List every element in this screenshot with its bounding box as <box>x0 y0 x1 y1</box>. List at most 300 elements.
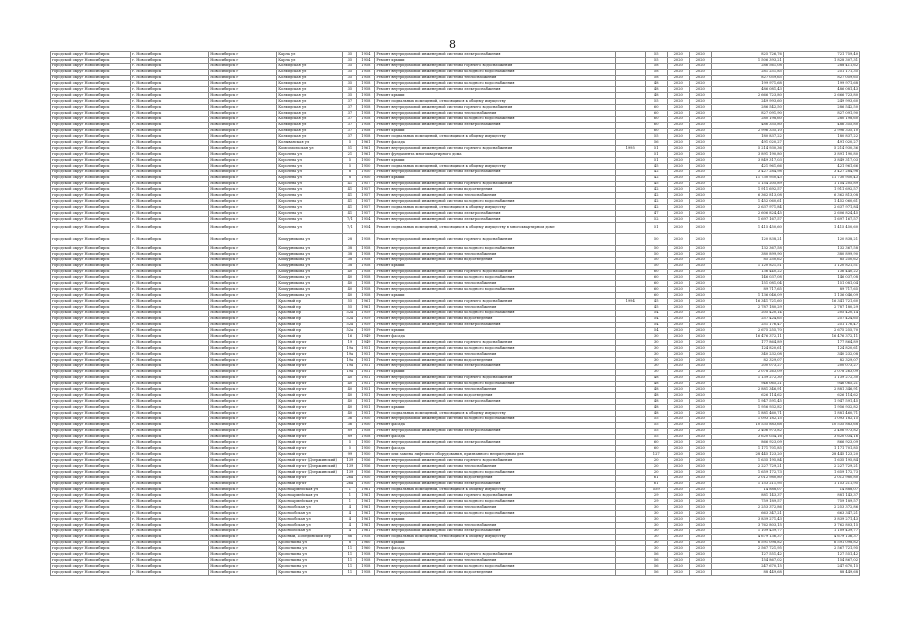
table-cell-street-type: Новосибирск г <box>209 511 277 517</box>
table-cell-end-year: 2020 <box>689 363 711 369</box>
table-cell-start-year: 2020 <box>667 552 689 558</box>
table-cell-metric: 30 <box>645 540 667 546</box>
table-cell-metric: 55 <box>645 422 667 428</box>
table-cell-city: г. Новосибирск <box>131 381 209 387</box>
table-cell-street-type: Новосибирск г <box>209 316 277 322</box>
table-cell-work-type: Ремонт фасада <box>375 334 615 340</box>
table-cell-start-year: 2020 <box>667 293 689 299</box>
table-cell-city: г. Новосибирск <box>131 322 209 328</box>
table-cell-house: 19а <box>343 363 357 369</box>
table-cell-start-year: 2020 <box>667 487 689 493</box>
table-cell-cost: 127 551,42 <box>711 552 783 558</box>
table-cell-district: городской округ Новосибирск <box>51 246 131 252</box>
table-cell-street-type: Новосибирск г <box>209 93 277 99</box>
table-cell-metric: 48 <box>645 93 667 99</box>
table-cell-end-year: 2020 <box>689 534 711 540</box>
table-cell-house: 52а <box>343 322 357 328</box>
table-cell-end-year: 2020 <box>689 493 711 499</box>
table-cell-work-type: Ремонт внутридомовой инженерной системы теплоснабжения <box>375 558 615 564</box>
table-cell-city: г. Новосибирск <box>131 399 209 405</box>
table-cell-street-type: Новосибирск г <box>209 152 277 158</box>
table-cell-street-type: Новосибирск г <box>209 199 277 205</box>
table-cell-year: 1961 <box>357 522 375 528</box>
table-cell-metric: 30 <box>645 346 667 352</box>
table-cell-street: Красный пр-кт <box>277 428 343 434</box>
table-cell-cost-total: 866 923,09 <box>783 440 859 446</box>
table-cell-year: 1957 <box>357 187 375 193</box>
table-cell-district: городской округ Новосибирск <box>51 340 131 346</box>
table-cell-start-year: 2020 <box>667 375 689 381</box>
table-cell-cost: 5 214 930,36 <box>711 146 783 152</box>
table-cell-district: городской округ Новосибирск <box>51 410 131 416</box>
table-cell-start-year: 2020 <box>667 251 689 257</box>
table-cell-street-type: Новосибирск г <box>209 552 277 558</box>
table-cell-metric: 54 <box>645 316 667 322</box>
table-cell-cost: 1 947 591,45 <box>711 399 783 405</box>
table-cell-cost-total: 6 591 098,82 <box>783 540 859 546</box>
table-cell-cost: 827 091,90 <box>711 110 783 116</box>
table-cell-end-year: 2020 <box>689 263 711 269</box>
table-cell-house: 19а <box>343 357 357 363</box>
table-cell-work-type: Ремонт подвальных помещений, относящихся к общему имуществу <box>375 487 615 493</box>
table-cell-city: г. Новосибирск <box>131 122 209 128</box>
table-cell-house: 52а <box>343 328 357 334</box>
table-cell-cost: 340 232,08 <box>711 352 783 358</box>
table-cell-cost: 180 837,22 <box>711 134 783 140</box>
table-cell-street-type: Новосибирск г <box>209 287 277 293</box>
table-cell-city: г. Новосибирск <box>131 146 209 152</box>
table-cell-end-year: 2020 <box>689 452 711 458</box>
table-cell-end-year: 2020 <box>689 522 711 528</box>
table-cell-street: Кропоткина ул <box>277 558 343 564</box>
table-cell-street-type: Новосибирск г <box>209 140 277 146</box>
table-cell-cost: 1 153 211,95 <box>711 481 783 487</box>
table-cell-house: 139 <box>343 458 357 464</box>
table-cell-cost-total: 1 093 182,15 <box>783 416 859 422</box>
table-cell-city: г. Новосибирск <box>131 469 209 475</box>
table-cell-district: городской округ Новосибирск <box>51 146 131 152</box>
table-cell-street: Королева ул <box>277 169 343 175</box>
table-cell-cost-total: 1 697 167,57 <box>783 216 859 222</box>
table-cell-year: 1961 <box>357 146 375 152</box>
table-cell-street: Красный пр-кт <box>277 393 343 399</box>
table-cell-cost: 88 449,68 <box>711 570 783 576</box>
table-cell-cost-total: 421 961,66 <box>783 163 859 169</box>
table-cell-metric: 42 <box>645 193 667 199</box>
table-cell-work-type: Ремонт внутридомовой инженерной системы электроснабжения <box>375 528 615 534</box>
table-cell-start-year: 2020 <box>667 369 689 375</box>
table-cell-house: 4 <box>343 516 357 522</box>
table-cell-street: Красный пр <box>277 304 343 310</box>
table-cell-end-year: 2020 <box>689 81 711 87</box>
table-cell-work-type: Ремонт крыши <box>375 293 615 299</box>
table-cell-metric: 51 <box>645 146 667 152</box>
table-cell-year: 1951 <box>357 346 375 352</box>
table-cell-cost: 6 362 813,08 <box>711 193 783 199</box>
table-cell-district: городской округ Новосибирск <box>51 175 131 181</box>
table-cell-metric: 51 <box>645 152 667 158</box>
table-cell-end-year: 2020 <box>689 469 711 475</box>
table-cell-street-type: Новосибирск г <box>209 52 277 58</box>
table-cell-end-year: 2020 <box>689 381 711 387</box>
table-cell-city: г. Новосибирск <box>131 316 209 322</box>
table-cell-city: г. Новосибирск <box>131 534 209 540</box>
table-cell-cost-total: 1 139 272,30 <box>783 375 859 381</box>
table-cell-start-year: 2020 <box>667 340 689 346</box>
table-cell-house: 19а <box>343 369 357 375</box>
table-cell-city: г. Новосибирск <box>131 416 209 422</box>
table-cell-city: г. Новосибирск <box>131 363 209 369</box>
table-cell-end-year: 2020 <box>689 564 711 570</box>
table-cell-end-year: 2020 <box>689 410 711 416</box>
table-cell-cost-total: 946 065,21 <box>783 381 859 387</box>
table-cell-metric: 30 <box>645 534 667 540</box>
table-cell-house: 19 <box>343 340 357 346</box>
table-cell-end-year: 2020 <box>689 328 711 334</box>
table-cell-city: г. Новосибирск <box>131 334 209 340</box>
table-cell-end-year: 2020 <box>689 375 711 381</box>
table-cell-metric: 42 <box>645 199 667 205</box>
table-cell-end-year: 2020 <box>689 369 711 375</box>
table-cell-district: городской округ Новосибирск <box>51 552 131 558</box>
table-cell-house: 89 <box>343 428 357 434</box>
table-cell-house: 86 <box>343 534 357 540</box>
table-cell-metric: 30 <box>645 528 667 534</box>
table-cell-house: 37 <box>343 122 357 128</box>
table-cell-cost: 257 424,65 <box>711 316 783 322</box>
table-cell-district: городской округ Новосибирск <box>51 122 131 128</box>
table-cell-house: 4 <box>343 511 357 517</box>
table-cell-cost-total: 151 081,04 <box>783 281 859 287</box>
table-cell-street-type: Новосибирск г <box>209 463 277 469</box>
table-cell-street: Краснообская ул <box>277 516 343 522</box>
table-cell-metric: 30 <box>645 546 667 552</box>
table-cell-street-type: Новосибирск г <box>209 570 277 576</box>
table-cell-cost: 626 114,62 <box>711 393 783 399</box>
table-cell-house: 40 <box>343 387 357 393</box>
table-cell-street: Красный пр-кт <box>277 346 343 352</box>
table-cell-end-year: 2020 <box>689 446 711 452</box>
table-cell-street: Кошурникова ул <box>277 269 343 275</box>
table-cell-metric: 60 <box>645 281 667 287</box>
table-cell-start-year: 2020 <box>667 287 689 293</box>
table-cell-house: 11 <box>343 552 357 558</box>
table-cell-work-type: Ремонт крыши <box>375 328 615 334</box>
table-cell-district: городской округ Новосибирск <box>51 99 131 105</box>
table-cell-work-type: Ремонт подвальных помещений, относящихся к общему имуществу <box>375 205 615 211</box>
table-cell-work-type: Ремонт внутридомовой инженерной системы горячего водоснабжения <box>375 63 615 69</box>
table-cell-start-year: 2020 <box>667 140 689 146</box>
table-cell-year: 1954 <box>357 52 375 58</box>
table-cell-end-year: 2020 <box>689 152 711 158</box>
table-cell-cost: 120 838,21 <box>711 234 783 246</box>
table-cell-year: 1959 <box>357 322 375 328</box>
table-cell-cost-total: 2 012 980,80 <box>783 475 859 481</box>
table-cell-district: городской округ Новосибирск <box>51 216 131 222</box>
table-cell-metric: 30 <box>645 516 667 522</box>
table-cell-district: городской округ Новосибирск <box>51 322 131 328</box>
table-cell-metric: 48 <box>645 87 667 93</box>
table-cell-cost-total: 340 232,08 <box>783 352 859 358</box>
table-cell-street-type: Новосибирск г <box>209 452 277 458</box>
table-cell-street: Красный пр-кт (Дзержинский) <box>277 458 343 464</box>
table-cell-start-year: 2020 <box>667 211 689 217</box>
table-cell-end-year: 2020 <box>689 316 711 322</box>
table-cell-cost: 2 606 824,45 <box>711 211 783 217</box>
table-cell-end-year: 2020 <box>689 257 711 263</box>
table-cell-end-year: 2020 <box>689 322 711 328</box>
table-cell-cost-total: 1 120 821,51 <box>783 263 859 269</box>
table-cell-street: Кошурникова ул <box>277 251 343 257</box>
table-cell-start-year: 2020 <box>667 281 689 287</box>
table-cell-street-type: Новосибирск г <box>209 428 277 434</box>
table-cell-work-type: Ремонт внутридомовой инженерной системы электроснабжения <box>375 363 615 369</box>
table-cell-work-type: Ремонт внутридомовой инженерной системы электроснабжения <box>375 216 615 222</box>
table-cell-work-type: Ремонт фасада <box>375 546 615 552</box>
table-cell-cost-total: 3 762 803,15 <box>783 522 859 528</box>
table-cell-metric: 29 <box>645 493 667 499</box>
table-cell-city: г. Новосибирск <box>131 352 209 358</box>
table-cell-cost-total: 288 411,62 <box>783 63 859 69</box>
table-cell-city: г. Новосибирск <box>131 299 209 305</box>
table-cell-street: Красный пр-кт (Дзержинский) <box>277 469 343 475</box>
table-cell-year: 1950 <box>357 422 375 428</box>
table-cell-cost: 3 839 271,43 <box>711 516 783 522</box>
table-cell-cost: 200 073,27 <box>711 363 783 369</box>
table-cell-work-type: Ремонт крыши <box>375 516 615 522</box>
table-cell-cost: 3 849 317,03 <box>711 158 783 164</box>
table-cell-cost-total: 1 153 211,95 <box>783 481 859 487</box>
table-cell-year: 1958 <box>357 281 375 287</box>
table-cell-house: 55 <box>343 304 357 310</box>
table-cell-work-type: Ремонт внутридомовой инженерной системы электроснабжения <box>375 122 615 128</box>
table-cell-street: Кропоткина ул <box>277 546 343 552</box>
table-cell-street: Красный пр <box>277 334 343 340</box>
table-cell-work-type: Ремонт подвальных помещений, относящихся к общему имуществу <box>375 99 615 105</box>
table-cell-year-extra <box>615 234 645 246</box>
table-cell-year-extra: 1994 <box>615 299 645 305</box>
table-cell-city: г. Новосибирск <box>131 234 209 246</box>
table-cell-cost-total: 3 427 284,98 <box>783 169 859 175</box>
table-cell-district: городской округ Новосибирск <box>51 334 131 340</box>
table-cell-cost: 1 120 821,51 <box>711 263 783 269</box>
table-cell-district: городской округ Новосибирск <box>51 105 131 111</box>
table-cell-end-year: 2020 <box>689 146 711 152</box>
table-cell-metric: 50 <box>645 246 667 252</box>
table-cell-start-year: 2020 <box>667 105 689 111</box>
table-cell-cost: 6 591 098,82 <box>711 540 783 546</box>
table-cell-house: 5 <box>343 163 357 169</box>
table-cell-district: городской округ Новосибирск <box>51 458 131 464</box>
table-cell-metric: 42 <box>645 175 667 181</box>
table-cell-house: 37 <box>343 134 357 140</box>
table-cell-work-type: Ремонт внутридомовой инженерной системы холодного водоснабжения <box>375 199 615 205</box>
table-cell-start-year: 2020 <box>667 63 689 69</box>
table-cell-cost: 146 037,08 <box>711 275 783 281</box>
table-cell-metric: 559 <box>645 487 667 493</box>
table-cell-cost: 3 891 190,80 <box>711 152 783 158</box>
table-cell-cost-total: 199 971,68 <box>783 81 859 87</box>
table-cell-metric: 48 <box>645 81 667 87</box>
table-cell-end-year: 2020 <box>689 175 711 181</box>
table-cell-metric: 30 <box>645 363 667 369</box>
table-cell-metric: 60 <box>645 275 667 281</box>
table-cell-district: городской округ Новосибирск <box>51 116 131 122</box>
table-cell-cost-total: 6 362 813,08 <box>783 193 859 199</box>
table-cell-metric: 54 <box>645 322 667 328</box>
table-cell-year: 1958 <box>357 99 375 105</box>
table-cell-year: 1951 <box>357 363 375 369</box>
table-cell-cost-total: 251 176,47 <box>783 322 859 328</box>
table-cell-work-type: Ремонт крыши <box>375 175 615 181</box>
table-cell-cost-total: 1 136 046,09 <box>783 293 859 299</box>
table-cell-street-type: Новосибирск г <box>209 251 277 257</box>
table-cell-house: 52а <box>343 316 357 322</box>
table-cell-district: городской округ Новосибирск <box>51 169 131 175</box>
table-cell-cost-total: 2 881 346,91 <box>783 387 859 393</box>
table-cell-district: городской округ Новосибирск <box>51 299 131 305</box>
table-cell-house: 139 <box>343 463 357 469</box>
table-cell-street-type: Новосибирск г <box>209 75 277 81</box>
table-cell-district: городской округ Новосибирск <box>51 128 131 134</box>
table-cell-district: городской округ Новосибирск <box>51 134 131 140</box>
table-cell-metric: 42 <box>645 205 667 211</box>
table-cell-city: г. Новосибирск <box>131 475 209 481</box>
table-cell-start-year: 2020 <box>667 405 689 411</box>
table-cell-year: 1961 <box>357 299 375 305</box>
table-cell-end-year: 2020 <box>689 275 711 281</box>
table-cell-end-year: 2020 <box>689 499 711 505</box>
table-cell-work-type: Ремонт внутридомовой инженерной системы горячего водоснабжения <box>375 458 615 464</box>
table-cell-cost: 89 717,65 <box>711 287 783 293</box>
table-cell-district: городской округ Новосибирск <box>51 181 131 187</box>
table-cell-start-year: 2020 <box>667 511 689 517</box>
table-cell-district: городской округ Новосибирск <box>51 570 131 576</box>
table-cell-end-year: 2020 <box>689 299 711 305</box>
table-cell-street-type: Новосибирск г <box>209 416 277 422</box>
table-cell-house: 51 <box>343 146 357 152</box>
table-cell-year-extra <box>615 222 645 234</box>
table-cell-cost-total: 1 452 060,61 <box>783 199 859 205</box>
table-cell-street: Краснообская ул <box>277 505 343 511</box>
table-cell-cost-total: 1 828 307,31 <box>783 57 859 63</box>
table-cell-year: 1949 <box>357 334 375 340</box>
table-cell-street-type: Новосибирск г <box>209 69 277 75</box>
table-cell-start-year: 2020 <box>667 334 689 340</box>
table-cell-city: г. Новосибирск <box>131 69 209 75</box>
table-cell-cost: 1 697 167,57 <box>711 216 783 222</box>
table-cell-start-year: 2020 <box>667 146 689 152</box>
table-cell-house: 37 <box>343 99 357 105</box>
table-cell-work-type: Ремонт внутридомовой инженерной системы горячего водоснабжения <box>375 340 615 346</box>
table-cell-street: Кошурникова ул <box>277 293 343 299</box>
table-cell-work-type: Ремонт внутридомовой инженерной системы теплоснабжения <box>375 251 615 257</box>
table-cell-cost-total: 486 355,80 <box>783 122 859 128</box>
table-cell-house: 41 <box>343 187 357 193</box>
table-cell-start-year: 2020 <box>667 452 689 458</box>
table-cell-work-type: Ремонт внутридомовой инженерной системы холодного водоснабжения <box>375 499 615 505</box>
table-cell-street: Колхидская ул <box>277 134 343 140</box>
table-cell-street: Кошурникова ул <box>277 287 343 293</box>
table-cell-cost: 11 730 950,43 <box>711 175 783 181</box>
table-cell-district: городской округ Новосибирск <box>51 187 131 193</box>
table-cell-metric: 48 <box>645 405 667 411</box>
table-cell-street-type: Новосибирск г <box>209 346 277 352</box>
table-cell-start-year: 2020 <box>667 163 689 169</box>
table-cell-year: 1951 <box>357 399 375 405</box>
table-cell-street: Колхидская ул <box>277 110 343 116</box>
table-cell-street: Красный пр-кт <box>277 405 343 411</box>
table-cell-metric: 61 <box>645 475 667 481</box>
table-cell-district: городской округ Новосибирск <box>51 405 131 411</box>
table-cell-district: городской округ Новосибирск <box>51 375 131 381</box>
table-cell-work-type: Ремонт внутридомовой инженерной системы водоотведения <box>375 475 615 481</box>
table-cell-cost-total: 16 341 721,60 <box>783 299 859 305</box>
table-cell-year: 1958 <box>357 251 375 257</box>
table-cell-street-type: Новосибирск г <box>209 528 277 534</box>
table-cell-end-year: 2020 <box>689 222 711 234</box>
table-cell-cost: 2 253 372,86 <box>711 505 783 511</box>
table-cell-work-type: Ремонт внутридомовой инженерной системы электроснабжения <box>375 52 615 58</box>
table-cell-end-year: 2020 <box>689 128 711 134</box>
table-cell-metric: 56 <box>645 570 667 576</box>
table-cell-city: г. Новосибирск <box>131 163 209 169</box>
table-cell-street: Кропоткина ул <box>277 552 343 558</box>
table-cell-start-year: 2020 <box>667 110 689 116</box>
table-cell-year: 1961 <box>357 511 375 517</box>
table-cell-cost: 1 136 046,09 <box>711 293 783 299</box>
table-cell-work-type: Ремонт внутридомовой инженерной системы теплоснабжения <box>375 522 615 528</box>
table-cell-end-year: 2020 <box>689 57 711 63</box>
table-cell-work-type: Ремонт подвальных помещений, относящихся к общему имуществу <box>375 163 615 169</box>
table-cell-work-type: Ремонт внутридомовой инженерной системы холодного водоснабжения <box>375 416 615 422</box>
table-cell-street-type: Новосибирск г <box>209 458 277 464</box>
table-cell-start-year: 2020 <box>667 528 689 534</box>
table-cell-city: г. Новосибирск <box>131 487 209 493</box>
table-cell-cost-total: 14 888,07 <box>783 487 859 493</box>
table-cell-year: 1950 <box>357 481 375 487</box>
table-cell-street: Кошурникова ул <box>277 234 343 246</box>
table-cell-street: Красноармейская ул <box>277 493 343 499</box>
table-cell-metric: 56 <box>645 140 667 146</box>
table-cell-district: городской округ Новосибирск <box>51 416 131 422</box>
table-cell-cost: 281 251,85 <box>711 69 783 75</box>
table-cell-work-type: Ремонт внутридомовой инженерной системы горячего водоснабжения <box>375 299 615 305</box>
table-cell-start-year: 2020 <box>667 134 689 140</box>
table-cell-house: 41 <box>343 199 357 205</box>
table-cell-street-type: Новосибирск г <box>209 57 277 63</box>
table-cell-house: 37 <box>343 105 357 111</box>
table-cell-street: Королева ул <box>277 181 343 187</box>
table-cell-cost-total: 257 424,65 <box>783 316 859 322</box>
table-cell-metric: 30 <box>645 334 667 340</box>
table-cell-city: г. Новосибирск <box>131 175 209 181</box>
table-cell-year: 1958 <box>357 122 375 128</box>
table-cell-metric: 61 <box>645 481 667 487</box>
table-cell-cost: 491 020,27 <box>711 140 783 146</box>
table-cell-cost-total: 2 078 263,09 <box>783 369 859 375</box>
table-cell-cost: 1 911 692,57 <box>711 187 783 193</box>
table-cell-work-type: Ремонт внутридомовой инженерной системы горячего водоснабжения <box>375 146 615 152</box>
table-cell-cost: 2 881 346,91 <box>711 387 783 393</box>
table-cell-start-year: 2020 <box>667 75 689 81</box>
table-cell-district: городской округ Новосибирск <box>51 163 131 169</box>
table-cell-city: г. Новосибирск <box>131 452 209 458</box>
table-cell-street: Кропоткина ул <box>277 570 343 576</box>
table-cell-street-type: Новосибирск г <box>209 516 277 522</box>
table-cell-cost-total: 663 347,21 <box>783 511 859 517</box>
table-cell-cost: 2 996 335,10 <box>711 128 783 134</box>
